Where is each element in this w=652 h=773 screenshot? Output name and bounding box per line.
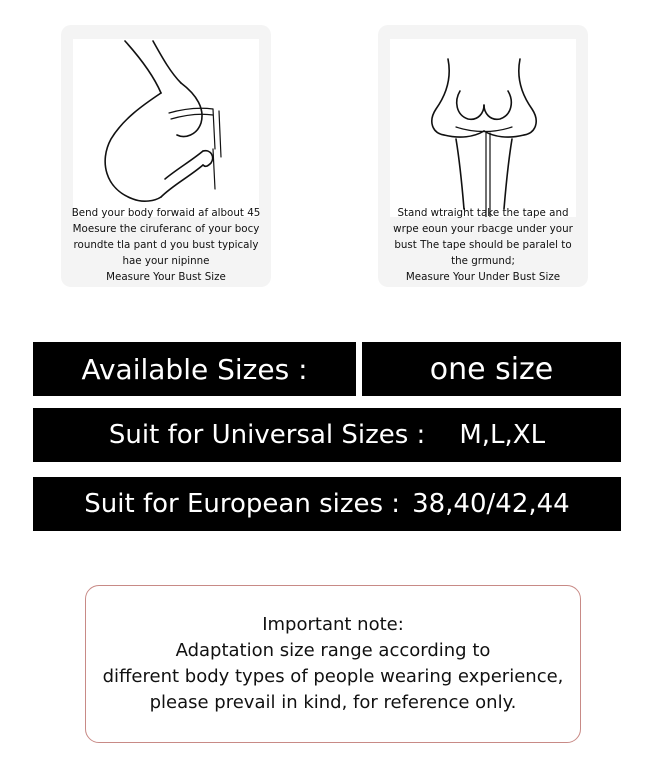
note-line: different body types of people wearing experience, <box>102 666 564 687</box>
instruction-line: hae your nipinne <box>122 255 210 267</box>
note-heading: Important note: <box>262 614 404 635</box>
note-line: please prevail in kind, for reference only. <box>149 692 517 713</box>
instruction-line: Stand wtraight take the tape and <box>397 207 569 219</box>
available-sizes-value <box>362 342 621 396</box>
european-sizes-label: Suit for European sizes : <box>84 489 401 519</box>
available-sizes-value-text: one size <box>429 351 554 387</box>
important-note-box <box>85 585 581 743</box>
under-bust-measure-card <box>378 25 588 287</box>
instruction-line: bust The tape should be paralel to <box>394 239 572 251</box>
bust-measure-card <box>61 25 271 287</box>
bust-measure-caption <box>65 205 267 285</box>
instruction-line: Bend your body forwaid af albout 45 <box>71 207 261 219</box>
european-sizes-value: 38,40/42,44 <box>412 489 570 519</box>
note-line: Adaptation size range according to <box>175 640 491 661</box>
available-sizes-label-text: Available Sizes : <box>81 352 308 386</box>
instruction-line: the grmund; <box>451 255 515 267</box>
instruction-line: Moesure the ciruferanc of your bocy <box>72 223 260 235</box>
instruction-line: wrpe eoun your rbacge under your <box>393 223 573 235</box>
universal-sizes-row <box>33 408 621 462</box>
available-sizes-label <box>33 342 356 396</box>
under-bust-measure-illustration <box>390 39 576 217</box>
under-bust-measure-caption <box>382 205 584 285</box>
instruction-title: Measure Your Bust Size <box>106 271 226 283</box>
instruction-title: Measure Your Under Bust Size <box>405 271 561 283</box>
bust-measure-illustration <box>73 39 259 217</box>
universal-sizes-value: M,L,XL <box>459 420 546 450</box>
universal-sizes-label: Suit for Universal Sizes : <box>108 420 426 450</box>
european-sizes-row <box>33 477 621 531</box>
instruction-line: roundte tla pant d you bust typicaly <box>73 239 259 251</box>
